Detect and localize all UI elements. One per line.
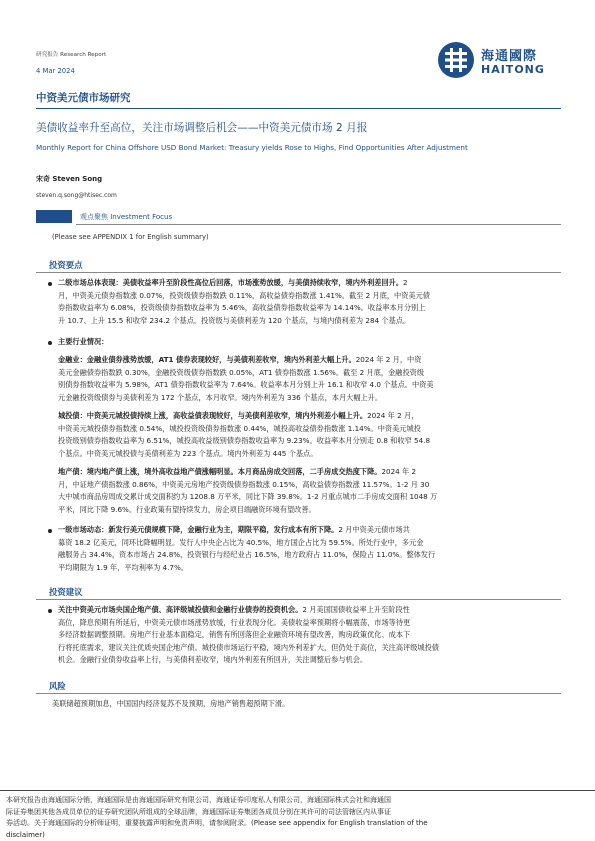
advice-title: 投资建议 <box>49 587 83 597</box>
bullet-icon <box>48 609 52 613</box>
series-title: 中资美元债市场研究 <box>36 92 131 104</box>
analyst-email[interactable]: steven.q.song@htisec.com <box>36 192 117 199</box>
risk-text: 美联储超预期加息，中国国内经济复苏不及预期，房地产销售超预期下滑。 <box>52 699 290 708</box>
title-cn: 美债收益率升至高位，关注市场调整后机会——中资美元债市场 2 月报 <box>36 122 368 134</box>
advice-bullet: 关注中资美元市场央国企地产债、高评级城投债和金融行业债券的投资机会。2 月美国国债收益率上升至阶段性 高位，降息预期有所延后，中资美元债市场涨势放缓，行业表现分化。美债收益率预期将小幅震荡，市场等待更 多经济数据调整预期。房地产行业基本面稳定，销售有所回落但企业融资环境有望改善，购房政策优化、成本下 行将托底需求，建议关注优质央国企地产债。城投债市场运行平稳，境内外利差扩大，但仍处于高位，关注高评级城投债 机会。金融行业债券收益率上行，与美债利差收窄，境内外利差有所回升，关注调整后参与机会。 <box>48 604 558 667</box>
industry-bullet: 主要行业情况： <box>48 336 558 349</box>
report-type: 研究报告 Research Report <box>36 52 107 58</box>
logo-en-text: HAITONG <box>481 63 545 76</box>
highlights-title: 投资要点 <box>49 260 83 270</box>
footer-divider <box>0 790 595 791</box>
title-en: Monthly Report for China Offshore USD Bond Market: Treasury yields Rose to Highs, Find Opportunities After Adjustment <box>36 143 468 152</box>
footer-disclaimer: 本研究报告由海通国际分销，海通国际是由海通国际研究有限公司，海通证券印度私人有限公司，海通国际株式会社和海通国 际证券集团其他各成员单位的证券研究团队所组成的全球品牌，海通国际证券集团各成员分别在其许可的司法管辖区内从事证 券活动。关于海通国际的分析师证明，重要披露声明和免责声明，请参阅附录。(Please see appendix for English translation of the disclaimer) <box>6 796 428 839</box>
focus-label: 观点聚焦 Investment Focus <box>80 213 173 221</box>
market-overview-bullet: 二级市场总体表现：美债收益率升至阶段性高位后回落，市场涨势放缓，与美债持续收窄，境内外利差回升。2 月，中资美元债券指数涨 0.07%，投资级债券指数跌 0.11%，高收益债券指数涨 1.41%。截至 2 月底，中资美元债 券指数收益率为 6.08%，投资级债券指数收益率为 5.46%，高收益债券指数收益率为 14.14%。收益率本月分别上 升 10.7、上升 15.5 和收窄 234.2 个基点。投资级与美债利差为 120 个基点，与境内债利差为 284 个基点。 <box>48 277 558 327</box>
focus-divider <box>76 224 561 225</box>
risk-title: 风险 <box>49 681 66 691</box>
bullet-icon <box>48 282 52 286</box>
bullet-icon <box>48 529 52 533</box>
risk-divider <box>36 693 561 694</box>
header-divider <box>36 108 561 109</box>
focus-marker <box>36 210 72 223</box>
analyst-name: 宋奇 Steven Song <box>36 175 103 183</box>
city-bond-paragraph: 城投债：中资美元城投债持续上涨，高收益债表现较好，与美债利差收窄，境内外利差小幅上升。2024 年 2 月， 中资美元城投债券指数涨 0.54%，城投投资级债券指数涨 0.44%，城投高收益债券指数涨 1.14%。中资美元城投 投资级别债券指数收益率为 6.51%，城投高收益级别债券指数收益率为 9.23%。收益率本月分别走 0.8 和收窄 54.8 个基点。中资美元城投债与美债利差为 223 个基点。境内外利差为 445 个基点。 <box>58 411 431 458</box>
finance-paragraph: 金融业：金融业债券涨势放缓，AT1 债券表现较好，与美债利差收窄，境内外利差大幅上升。2024 年 2 月，中资 美元金融债券指数跌 0.30%，金融投资级债券指数跌 0.05%，AT1 债券指数涨 1.56%。截至 2 月底，金融投资级 别债券指数收益率为 5.98%，AT1 债券指数收益率为 7.64%。收益率本月分别上升 16.1 和收窄 4.0 个基点。中资美 元金融投资级债券与美债利差为 172 个基点，本月收窄。境内外利差为 336 个基点，本月大幅上升。 <box>58 355 434 402</box>
report-date: 4 Mar 2024 <box>36 67 75 75</box>
primary-market-bullet: 一级市场动态：新发行美元债规模下降，金融行业为主，期限平稳，发行成本有所下降。2 月中资美元债市场共 募资 18.2 亿美元，同环比降幅明显。发行人中央企占比为 40.5%，地方国企占比为 59.5%。所处行业中，多元金 融服务占 34.4%，资本市场占 24.8%，投资银行与经纪业占 16.5%，地方政府占 11.0%，保险占 11.0%。整体发行 平均期限为 1.9 年，平均利率为 4.7%。 <box>48 524 558 574</box>
property-bond-paragraph: 地产债：境内地产债上涨，境外高收益地产债涨幅明显。本月商品房成交回落，二手房成交热度下降。2024 年 2 月，中证地产债指数涨 0.86%，中资美元房地产投资级债券指数涨 0.15%，高收益债券指数涨 11.57%。1-2 月 30 大中城市商品房周成交累计成交面积约为 1208.8 万平米，同比下降 39.8%。1-2 月重点城市二手房成交面积 1048 万 平米，同比下降 9.6%。行业政策有望持续发力，房企项目端融资环境有望改善。 <box>58 467 438 514</box>
advice-divider <box>36 599 561 600</box>
logo-cn-text: 海通國際 <box>481 49 538 64</box>
bullet-icon <box>48 341 52 345</box>
english-summary-note: (Please see APPENDIX 1 for English summary) <box>52 233 209 241</box>
highlights-divider <box>36 272 561 273</box>
haitong-logo-icon <box>436 40 476 80</box>
